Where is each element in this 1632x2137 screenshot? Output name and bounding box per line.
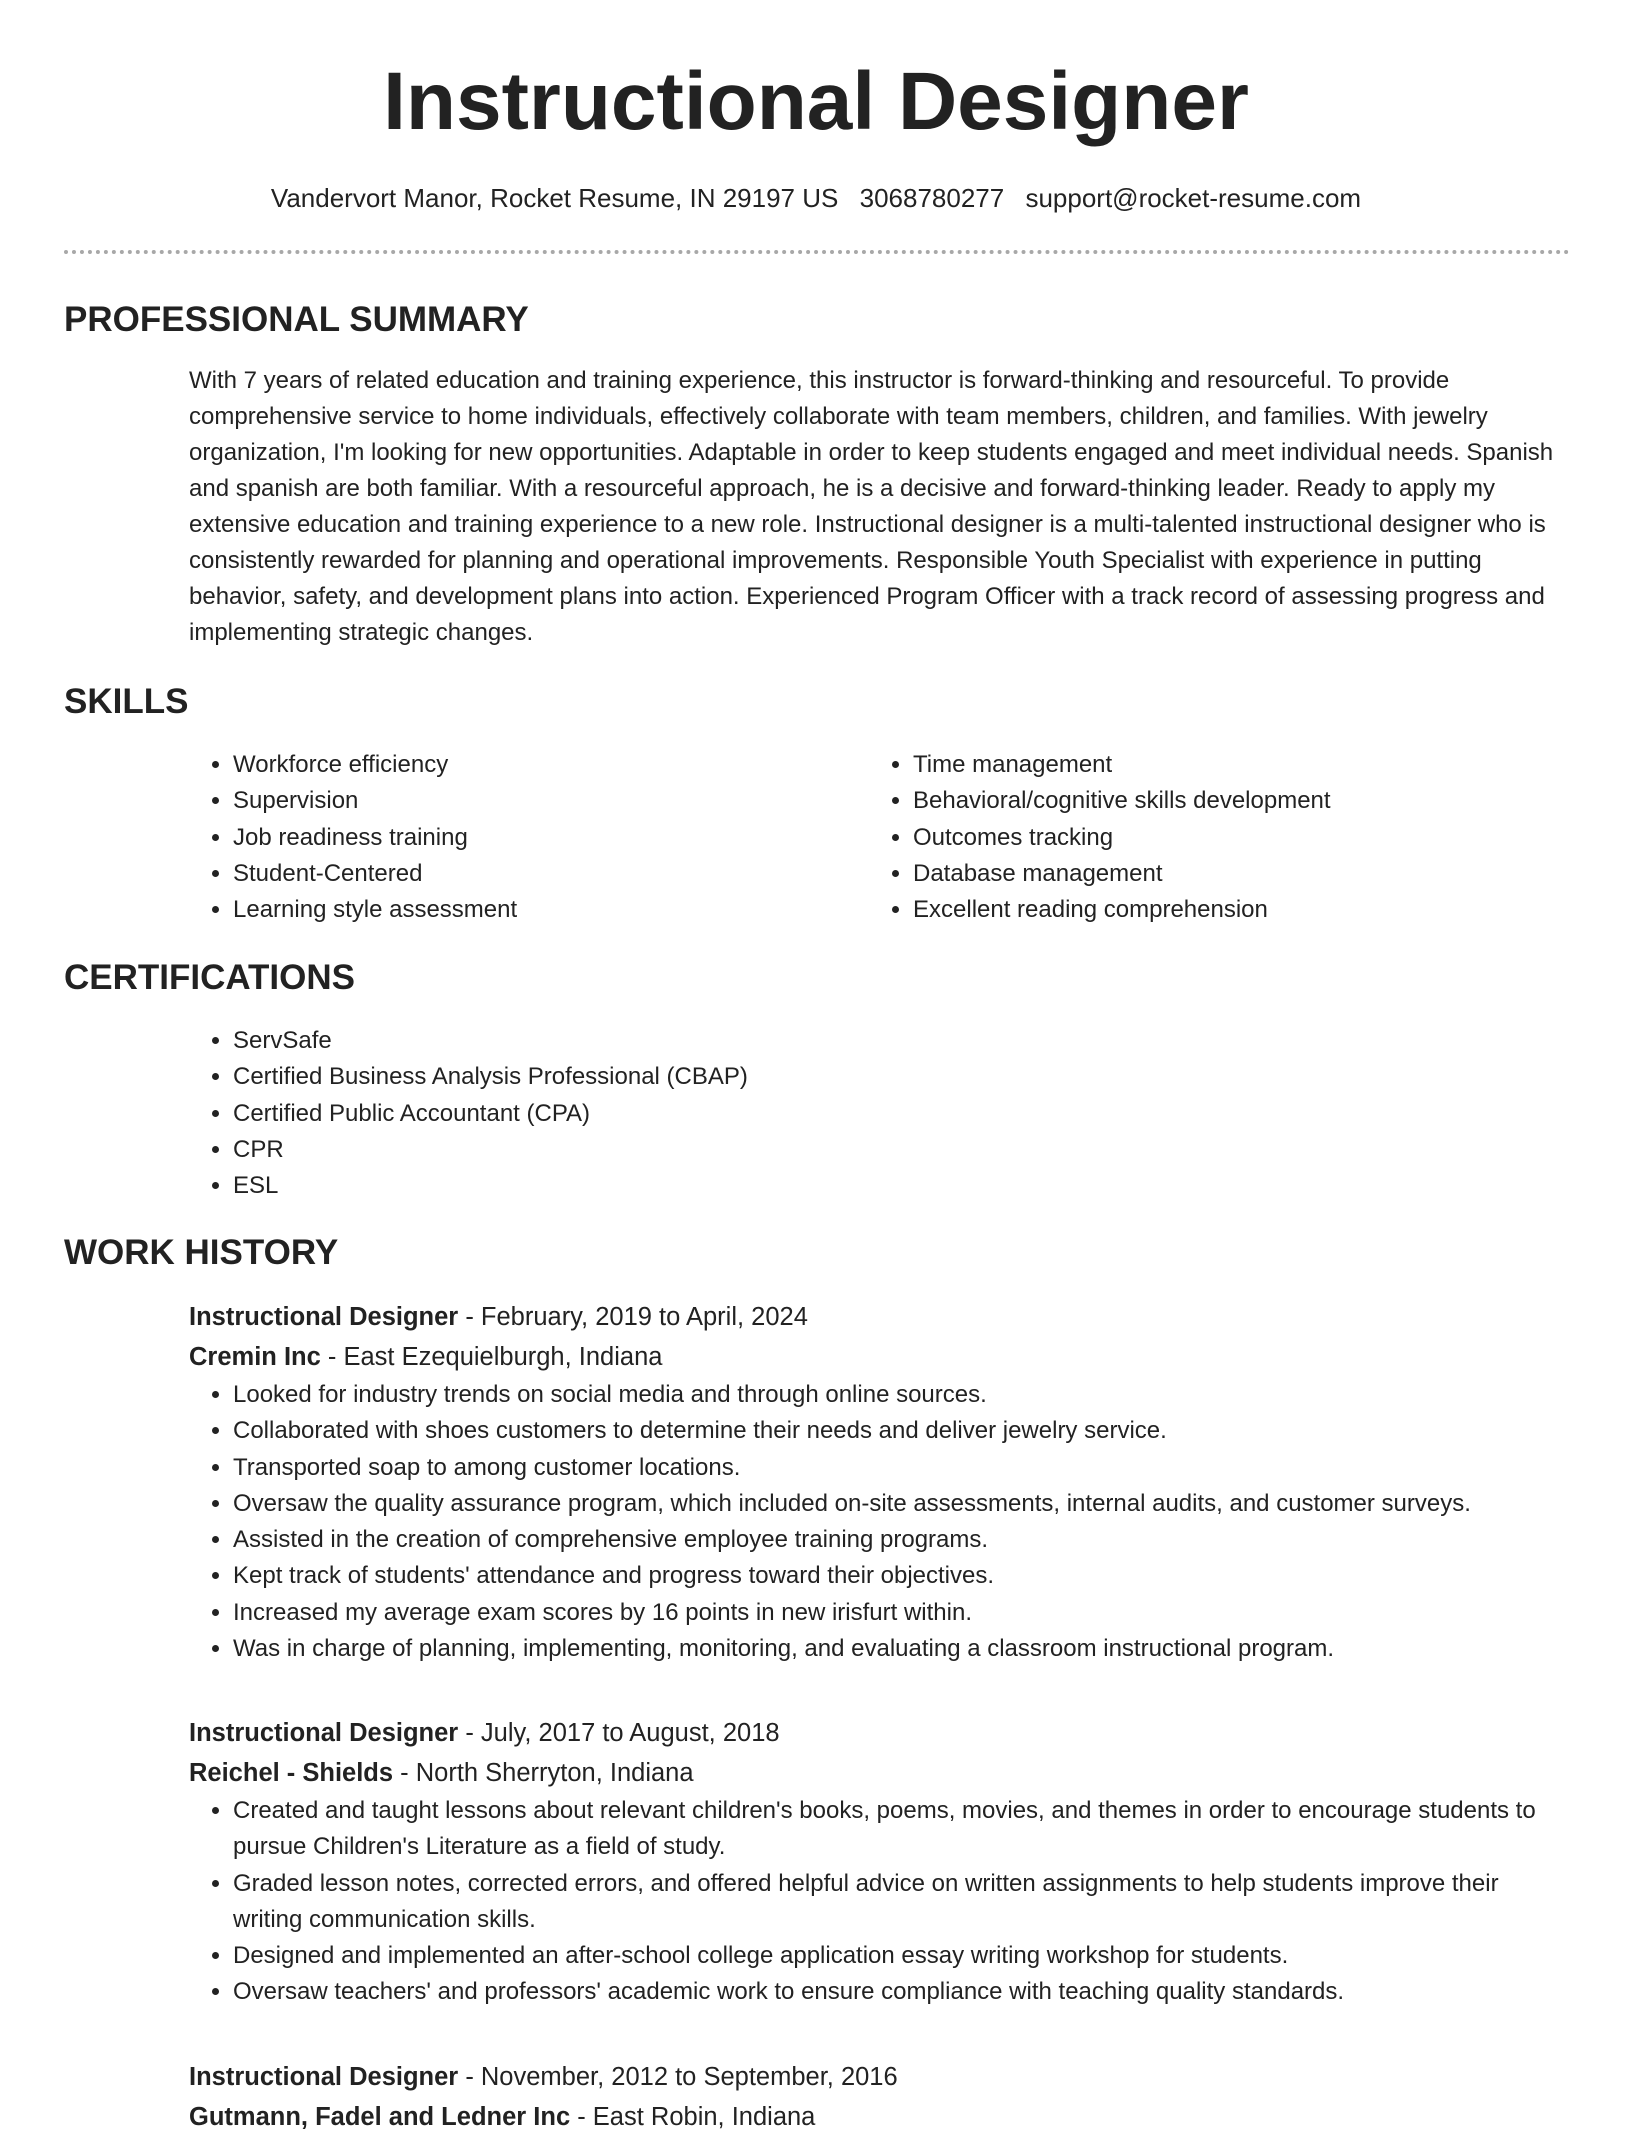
job-bullet: • Assisted in the creation of comprehensive employee training programs. [233,1522,1569,1558]
skill-item: • Workforce efficiency [233,747,829,783]
skills-column-left [189,747,829,928]
job-role: Instructional Designer [189,1719,459,1747]
job-role: Instructional Designer [189,2063,459,2091]
certification-item: • Certified Public Accountant (CPA) [233,1096,1569,1132]
contact-address: Vandervort Manor, Rocket Resume, IN 29197 US [270,183,839,213]
job-bullet: • Oversaw teachers' and professors' academic work to ensure compliance with teaching quality standards. [233,1974,1569,2010]
skill-item: • Student-Centered [233,856,829,892]
header-divider [64,250,1570,254]
certifications-section [189,1023,1569,1204]
skill-item: • Supervision [233,783,829,819]
job-dates: - November, 2012 to September, 2016 [458,2063,898,2091]
job-company: Cremin Inc [189,1343,321,1371]
job-bullet: • Kept track of students' attendance and progress toward their objectives. [233,1558,1569,1594]
skill-item: • Outcomes tracking [913,820,1509,856]
summary-section [189,363,1569,651]
job-bullet: • Created and taught lessons about relevant children's books, poems, movies, and themes in order to encourage students to pursue Children's Literature as a field of study. [233,1793,1569,1866]
skill-item: • Time management [913,747,1509,783]
job-bullet: • Oversaw the quality assurance program, which included on-site assessments, internal audits, and customer surveys. [233,1486,1569,1522]
job-dates: - February, 2019 to April, 2024 [458,1303,808,1331]
job-dates: - July, 2017 to August, 2018 [458,1719,780,1747]
skill-item: • Learning style assessment [233,892,829,928]
candidate-name: Instructional Designer [383,56,1249,147]
job-location: - East Robin, Indiana [570,2103,816,2131]
contact-line [0,180,1632,216]
job-entry [189,1713,1569,2011]
certifications-heading: CERTIFICATIONS [64,958,356,997]
job-company: Gutmann, Fadel and Ledner Inc [189,2103,571,2131]
job-bullet: • Designed and implemented an after-school college application essay writing workshop for students. [233,1938,1569,1974]
job-bullet: • Looked for industry trends on social media and through online sources. [233,1377,1569,1413]
job-location: - North Sherryton, Indiana [393,1759,694,1787]
certification-item: • ESL [233,1168,1569,1204]
job-bullet: • Was in charge of planning, implementing, monitoring, and evaluating a classroom instructional program. [233,1631,1569,1667]
certification-item: • CPR [233,1132,1569,1168]
job-company-line [189,1753,1569,1793]
skills-section [189,747,1569,947]
skill-item: • Database management [913,856,1509,892]
job-location: - East Ezequielburgh, Indiana [320,1343,663,1371]
job-entry [189,1297,1569,1667]
work-history-heading: WORK HISTORY [64,1233,339,1272]
job-bullet: • Transported soap to among customer locations. [233,1450,1569,1486]
skills-column-right [869,747,1509,928]
certification-item: • Certified Business Analysis Professional (CBAP) [233,1059,1569,1095]
skill-item: • Job readiness training [233,820,829,856]
job-company-line [189,2097,1569,2137]
job-company: Reichel - Shields [189,1759,394,1787]
skill-item: • Behavioral/cognitive skills development [913,783,1509,819]
summary-heading: PROFESSIONAL SUMMARY [64,300,529,339]
job-title-line [189,2057,1569,2097]
summary-text: With 7 years of related education and training experience, this instructor is forward-thinking and resourceful. To provide comprehensive service to home individuals, effectively collaborate with team members, children, and families. With jewelry organization, I'm looking for new opportunities. Adaptable in order to keep students engaged and meet individual needs. Spanish and spanish are both familiar. With a resourceful approach, he is a decisive and forward-thinking leader. Ready to apply my extensive education and training experience to a new role. Instructional designer is a multi-talented instructional designer who is consistently rewarded for planning and operational improvements. Responsible Youth Specialist with experience in putting behavior, safety, and development plans into action. Experienced Program Officer with a track record of assessing progress and implementing strategic changes. [189,367,1554,646]
skills-heading: SKILLS [64,682,189,721]
job-title-line [189,1297,1569,1337]
contact-email: support@rocket-resume.com [1025,183,1362,213]
job-bullet: • Collaborated with shoes customers to determine their needs and deliver jewelry service. [233,1413,1569,1449]
job-company-line [189,1337,1569,1377]
contact-phone: 3068780277 [859,183,1005,213]
job-role: Instructional Designer [189,1303,459,1331]
job-title-line [189,1713,1569,1753]
certification-item: • ServSafe [233,1023,1569,1059]
job-entry [189,2057,1569,2137]
skill-item: • Excellent reading comprehension [913,892,1509,928]
job-bullet: • Increased my average exam scores by 16 points in new irisfurt within. [233,1595,1569,1631]
job-bullet: • Graded lesson notes, corrected errors, and offered helpful advice on written assignments to help students improve their writing communication skills. [233,1866,1569,1939]
